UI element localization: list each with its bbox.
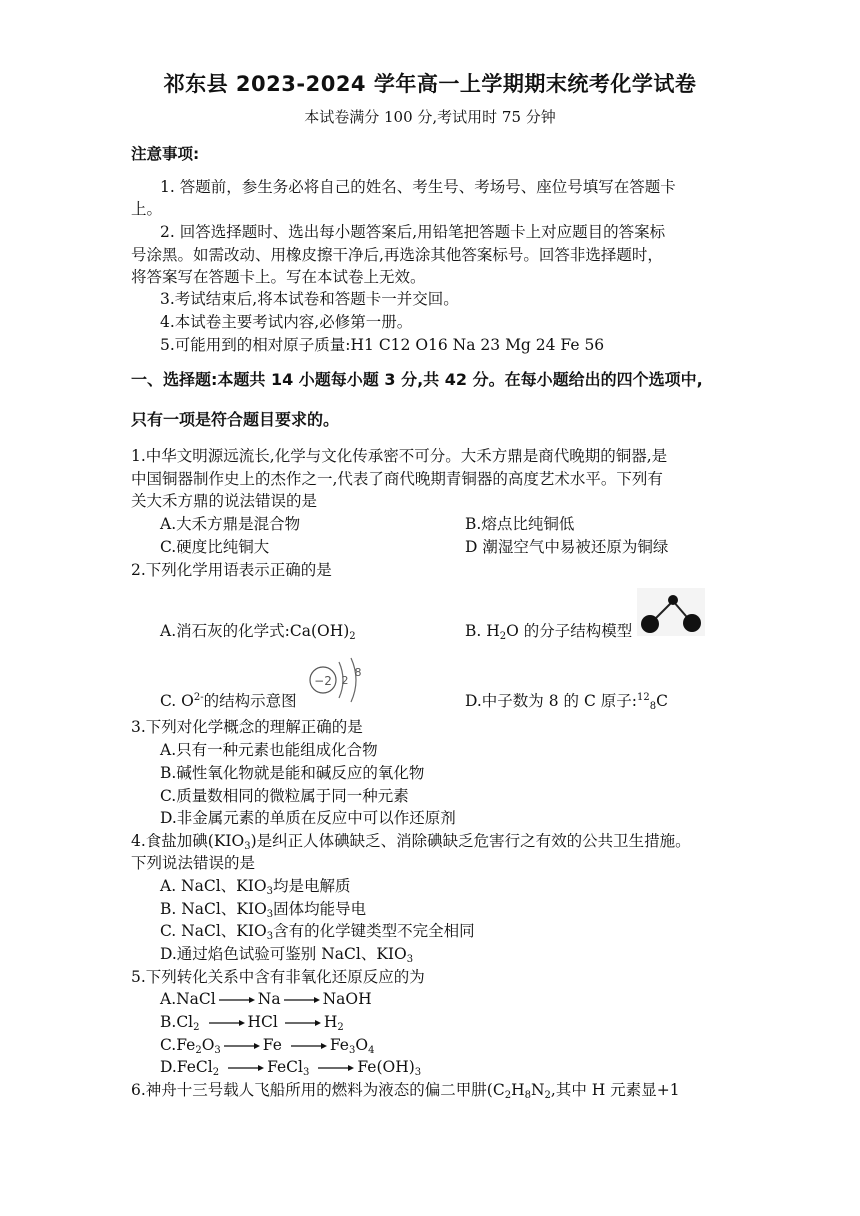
q6-stem-text-1: 6.神舟十三号载人飞船所用的燃料为液态的偏二甲肼(C [131, 1081, 505, 1099]
q5-option-c [160, 1034, 374, 1056]
q4-stem-subscript: 3 [244, 841, 251, 852]
q4-option-c-subscript: 3 [266, 931, 274, 942]
reaction-arrow-icon [283, 995, 321, 1005]
q5-d-species-2: FeCl [267, 1058, 303, 1076]
note-1-line-1: 1. 答题前，参生务必将自己的姓名、考生号、考场号、座位号填写在答题卡 [160, 178, 676, 196]
q2-option-d-atomic-number: 8 [649, 701, 657, 712]
reaction-arrow-icon [290, 1041, 328, 1051]
q4-option-b-subscript: 3 [266, 909, 274, 920]
q2-option-d [465, 690, 668, 712]
note-1-line-2: 上。 [131, 200, 163, 218]
q2-option-c-superscript: 2- [193, 692, 204, 703]
q4-stem-text-1: 4.食盐加碘(KIO [131, 832, 245, 850]
q6-stem-text-2: ,其中 H 元素显+1 [550, 1081, 680, 1099]
q2-option-b-text-2: O 的分子结构模型 [506, 622, 633, 640]
section-1-line-1: 一、选择题:本题共 14 小题每小题 3 分,共 42 分。在每小题给出的四个选项中, [131, 370, 703, 389]
q4-option-a [160, 875, 350, 897]
q5-c-species-1-sub-2: 3 [214, 1045, 221, 1056]
q4-option-a-subscript: 3 [266, 886, 273, 897]
q2-option-d-symbol: C [656, 692, 668, 710]
q4-option-a-text-1: A. NaCl、KIO [160, 877, 267, 895]
q4-option-b-text-1: B. NaCl、KIO [160, 900, 267, 918]
q5-c-species-3: Fe [329, 1036, 349, 1054]
q2-option-a [160, 620, 356, 642]
q1-option-b: B.熔点比纯铜低 [465, 515, 575, 533]
q6-mid-1: H [511, 1081, 525, 1099]
note-2-line-1: 2. 回答选择题时、选出每小题答案后,用铅笔把答题卡上对应题目的答案标 [160, 223, 666, 241]
q1-stem-line-3: 关大禾方鼎的说法错误的是 [131, 492, 318, 510]
q6-mid-2: N [530, 1081, 545, 1099]
q5-b-species-1-subscript: 2 [193, 1022, 200, 1033]
q5-d-species-3: Fe(OH) [357, 1058, 415, 1076]
q2-option-d-text: D.中子数为 8 的 C 原子: [465, 692, 637, 710]
q5-c-species-1-mid: O [201, 1036, 215, 1054]
q2-option-a-text: A.消石灰的化学式:Ca(OH) [160, 622, 350, 640]
reaction-arrow-icon [208, 1018, 246, 1028]
reaction-arrow-icon [317, 1063, 355, 1073]
q2-option-c-text-1: C. O [160, 692, 194, 710]
note-4: 4.本试卷主要考试内容,必修第一册。 [160, 313, 413, 331]
q5-c-species-3-sub-2: 4 [368, 1045, 375, 1056]
q4-stem-line-2: 下列说法错误的是 [131, 854, 256, 872]
q5-c-species-2: Fe [262, 1036, 282, 1054]
q3-stem: 3.下列对化学概念的理解正确的是 [131, 718, 363, 736]
q2-stem: 2.下列化学用语表示正确的是 [131, 561, 332, 579]
q4-option-c-text-1: C. NaCl、KIO [160, 922, 267, 940]
q4-option-d-subscript: 3 [406, 954, 414, 965]
q2-option-c [160, 690, 297, 712]
q5-option-d [160, 1056, 421, 1078]
q5-c-species-1: C.Fe [160, 1036, 196, 1054]
q1-stem-line-1: 1.中华文明源远流长,化学与文化传承密不可分。大禾方鼎是商代晚期的铜器,是 [131, 447, 668, 465]
q2-option-c-text-2: 的结构示意图 [203, 692, 297, 710]
reaction-arrow-icon [284, 1018, 322, 1028]
q5-option-a [160, 988, 372, 1010]
water-molecule-model-figure [637, 588, 705, 636]
note-5: 5.可能用到的相对原子质量:H1 C12 O16 Na 23 Mg 24 Fe 56 [160, 336, 605, 354]
q3-option-a: A.只有一种元素也能组成化合物 [160, 741, 378, 759]
q2-option-b-subscript: 2 [499, 631, 507, 642]
q4-stem-line-1 [131, 830, 691, 852]
q6-sub-1: 2 [504, 1090, 512, 1101]
q2-option-d-mass-number: 12 [636, 692, 650, 703]
reaction-arrow-icon [227, 1063, 265, 1073]
diagram-shell-2-count: 8 [354, 666, 362, 679]
q6-stem [131, 1079, 680, 1101]
q3-option-b: B.碱性氧化物就是能和碱反应的氧化物 [160, 764, 425, 782]
q5-a-species-3: NaOH [322, 990, 372, 1008]
q5-stem: 5.下列转化关系中含有非氧化还原反应的为 [131, 968, 425, 986]
q5-c-species-1-sub-1: 2 [195, 1045, 202, 1056]
q4-option-b-text-2: 固体均能导电 [273, 900, 367, 918]
q4-stem-text-2: )是纠正人体碘缺乏、消除碘缺乏危害行之有效的公共卫生措施。 [250, 832, 691, 850]
q1-stem-line-2: 中国铜器制作史上的杰作之一,代表了商代晚期青铜器的高度艺术水平。下列有 [131, 470, 663, 488]
q4-option-a-text-2: 均是电解质 [272, 877, 351, 895]
q5-d-species-3-subscript: 3 [414, 1067, 422, 1078]
q6-sub-2: 8 [524, 1090, 531, 1101]
diagram-nucleus-charge: −2 [314, 674, 332, 688]
exam-title: 祁东县 2023-2024 学年高一上学期期末统考化学试卷 [163, 72, 697, 96]
reaction-arrow-icon [218, 995, 256, 1005]
q5-d-species-2-subscript: 3 [302, 1067, 310, 1078]
reaction-arrow-icon [223, 1041, 261, 1051]
q6-sub-3: 2 [544, 1090, 551, 1101]
q1-option-a: A.大禾方鼎是混合物 [160, 515, 301, 533]
notes-heading: 注意事项: [131, 145, 200, 163]
q2-option-a-subscript: 2 [349, 631, 356, 642]
q5-option-b [160, 1011, 344, 1033]
note-2-line-2: 号涂黑。如需改动、用橡皮擦干净后,再选涂其他答案标号。回答非选择题时， [131, 246, 663, 264]
note-3: 3.考试结束后,将本试卷和答题卡一并交回。 [160, 290, 459, 308]
diagram-shell-1-count: 2 [341, 674, 349, 687]
note-2-line-3: 将答案写在答题卡上。写在本试卷上无效。 [131, 268, 426, 286]
q5-b-species-3: H [323, 1013, 338, 1031]
q5-a-species-2: Na [257, 990, 281, 1008]
q5-d-species-1: D.FeCl [160, 1058, 213, 1076]
q2-option-b [465, 620, 632, 642]
q1-option-c: C.硬度比纯铜大 [160, 538, 270, 556]
q4-option-c-text-2: 含有的化学键类型不完全相同 [273, 922, 475, 940]
q1-option-d: D 潮湿空气中易被还原为铜绿 [465, 538, 669, 556]
q5-b-species-1: B.Cl [160, 1013, 194, 1031]
oxide-ion-structure-diagram [305, 654, 367, 706]
q5-c-species-3-sub-1: 3 [348, 1045, 356, 1056]
q5-b-species-2: HCl [247, 1013, 278, 1031]
q4-option-b [160, 898, 366, 920]
q3-option-d: D.非金属元素的单质在反应中可以作还原剂 [160, 809, 456, 827]
q4-option-c [160, 920, 475, 942]
q5-b-species-3-subscript: 2 [337, 1022, 344, 1033]
q4-option-d-text: D.通过焰色试验可鉴别 NaCl、KIO [160, 945, 407, 963]
q4-option-d [160, 943, 413, 965]
q3-option-c: C.质量数相同的微粒属于同一种元素 [160, 787, 409, 805]
section-1-line-2: 只有一项是符合题目要求的。 [131, 410, 340, 429]
q5-d-species-1-subscript: 2 [212, 1067, 220, 1078]
q5-a-species-1: A.NaCl [160, 990, 216, 1008]
q5-c-species-3-mid: O [355, 1036, 369, 1054]
exam-subtitle: 本试卷满分 100 分,考试用时 75 分钟 [304, 108, 556, 126]
q2-option-b-text-1: B. H [465, 622, 500, 640]
